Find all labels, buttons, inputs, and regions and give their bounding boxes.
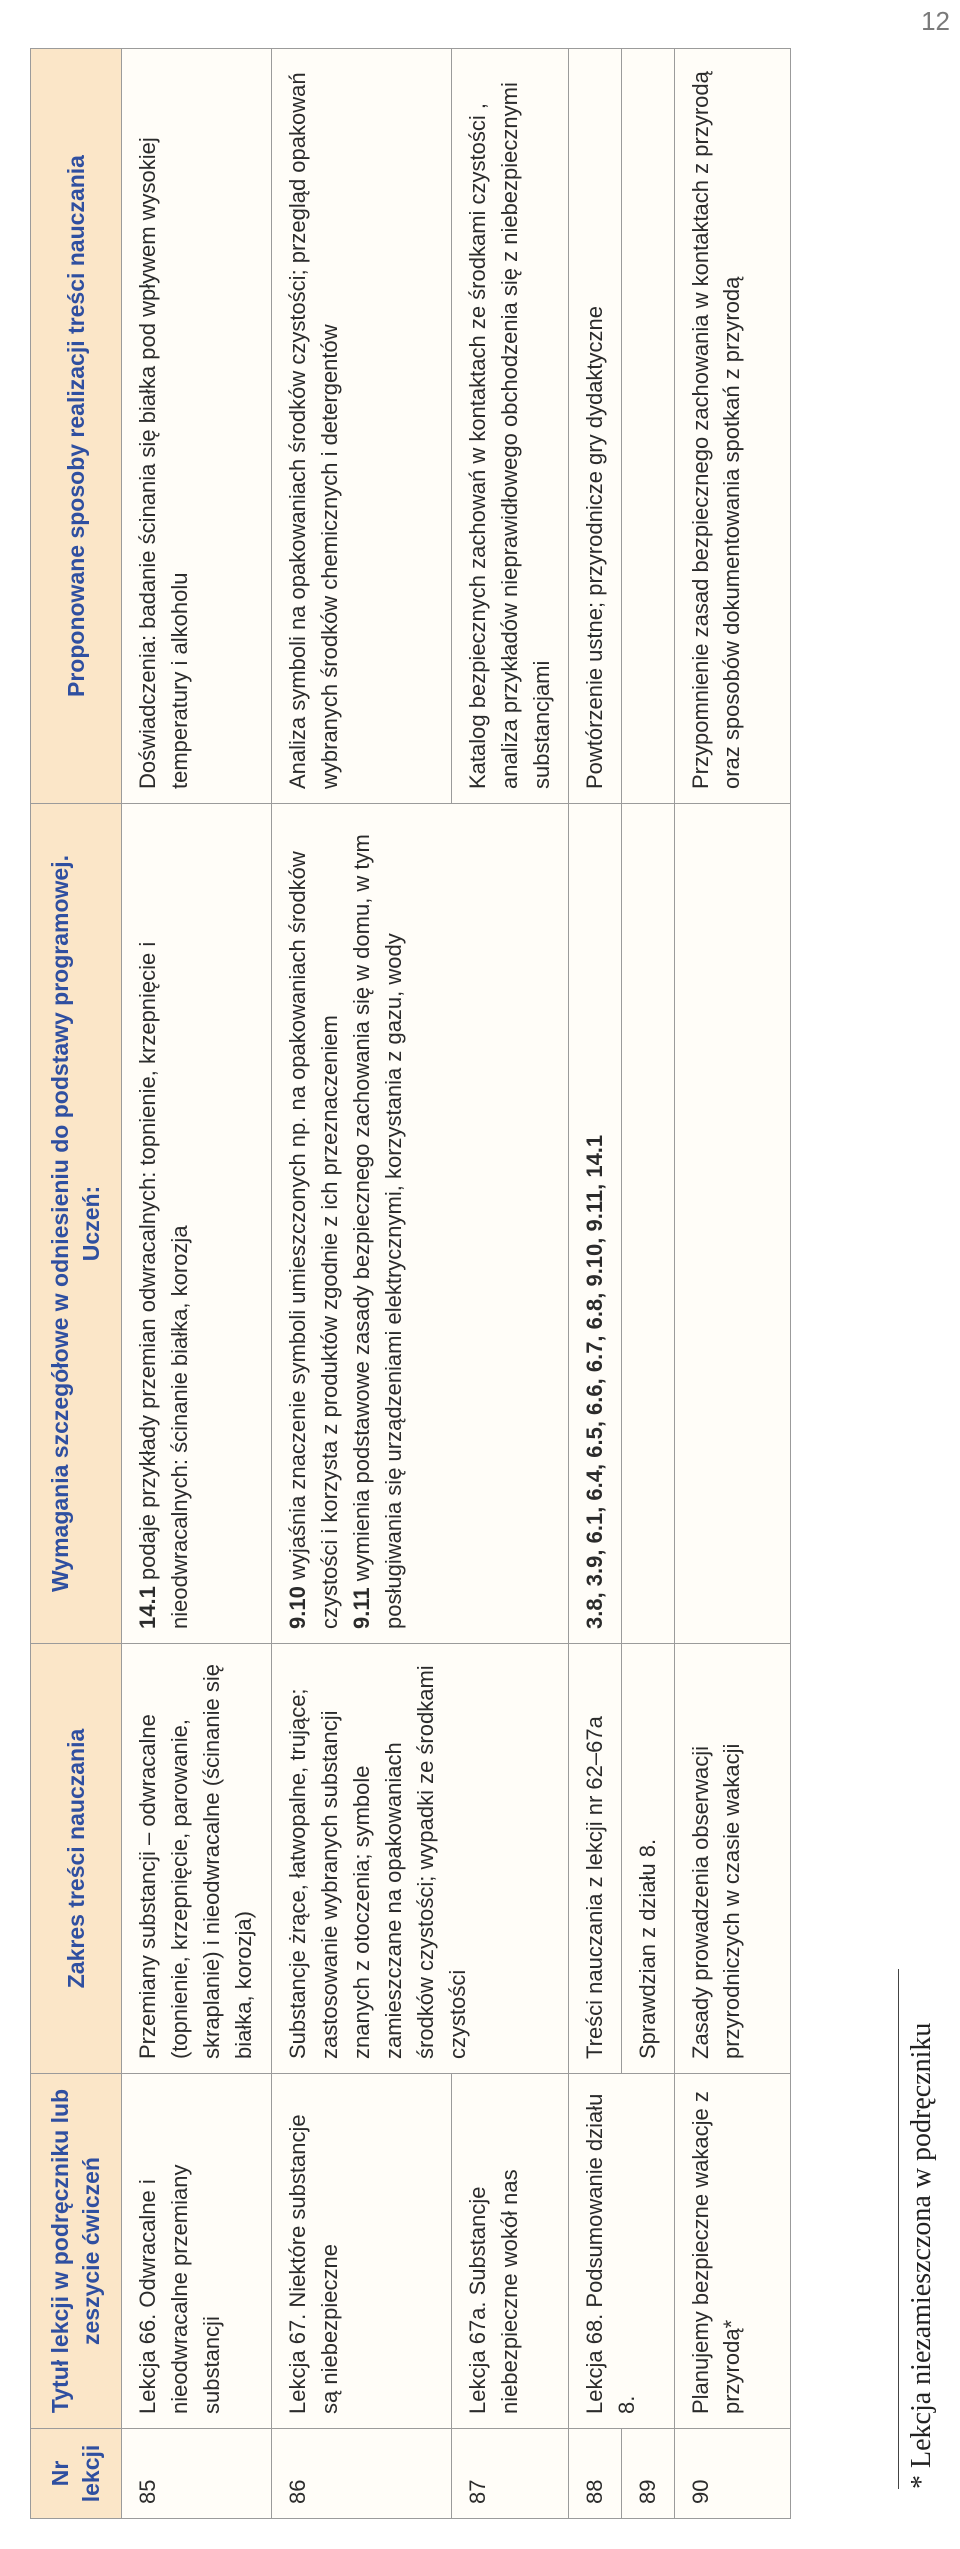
- row-scope: Substancje żrące, łatwopalne, trujące; zastosowanie wybranych substancji znanych z otoczenia; symbole zamieszczane na opakowaniach środków czystości; wypadki ze środkami czystości: [272, 1644, 569, 2074]
- requirement-code: 9.11: [348, 1587, 374, 1629]
- row-title: Lekcja 66. Odwracalne i nieodwracalne przemiany substancji: [122, 2074, 272, 2429]
- header-scope: Zakres treści nauczania: [31, 1644, 122, 2074]
- row-methods: Przypomnienie zasad bezpiecznego zachowania w kontaktach z przyrodą oraz sposobów dokumentowania spotkań z przyrodą: [674, 49, 790, 804]
- row-requirements: [122, 804, 272, 1644]
- table-row: [122, 49, 272, 2519]
- row-methods: Powtórzenie ustne; przyrodnicze gry dydaktyczne: [568, 49, 621, 804]
- row-title: Lekcja 67. Niektóre substancje są niebezpieczne: [272, 2074, 452, 2429]
- row-scope: Treści nauczania z lekcji nr 62–67a: [568, 1644, 621, 2074]
- requirement-text: wymienia podstawowe zasady bezpiecznego zachowania się w domu, w tym posługiwania się urządzeniami elektrycznymi, korzystania z gazu, wody: [348, 834, 406, 1629]
- row-nr: 89: [621, 2429, 674, 2519]
- row-scope: Sprawdzian z działu 8.: [621, 1644, 674, 2074]
- table-row: [272, 49, 452, 2519]
- row-title: Planujemy bezpieczne wakacje z przyrodą*: [674, 2074, 790, 2429]
- requirement-item: [132, 818, 196, 1629]
- row-methods: Doświadczenia: badanie ścinania się białka pod wpływem wysokiej temperatury i alkoholu: [122, 49, 272, 804]
- row-methods: [621, 49, 674, 804]
- page-number: 12: [921, 6, 950, 36]
- row-requirements: [674, 804, 790, 1644]
- requirement-item: [282, 818, 346, 1629]
- header-requirements: Wymagania szczegółowe w odniesieniu do podstawy programowej. Uczeń:: [31, 804, 122, 1644]
- requirement-item: [346, 818, 410, 1629]
- row-title: Lekcja 68. Podsumowanie działu 8.: [568, 2074, 674, 2429]
- curriculum-table: [30, 48, 791, 2519]
- requirement-code: 9.10: [285, 1586, 311, 1629]
- table-row: [568, 49, 621, 2519]
- row-title: Lekcja 67a. Substancje niebezpieczne wokół nas: [452, 2074, 569, 2429]
- table-header-row: [31, 49, 122, 2519]
- row-methods: Analiza symboli na opakowaniach środków czystości; przegląd opakowań wybranych środków chemicznych i detergentów: [272, 49, 452, 804]
- row-requirements: 3.8, 3.9, 6.1, 6.4, 6.5, 6.6, 6.7, 6.8, 9.10, 9.11, 14.1: [568, 804, 621, 1644]
- row-methods: Katalog bezpiecznych zachowań w kontaktach ze środkami czystości , analiza przykładów nieprawidłowego obchodzenia się z niebezpiecznymi substancjami: [452, 49, 569, 804]
- table-row: [674, 49, 790, 2519]
- footnote: * Lekcja niezamieszczona w podręczniku: [906, 2022, 937, 2489]
- row-nr: 86: [272, 2429, 452, 2519]
- requirement-text: podaje przykłady przemian odwracalnych: topnienie, krzepnięcie i nieodwracalnych: ścinanie białka, korozja: [135, 941, 192, 1629]
- requirement-code: 14.1: [135, 1586, 161, 1629]
- row-requirements: [272, 804, 569, 1644]
- header-nr: Nr lekcji: [31, 2429, 122, 2519]
- header-title: Tytuł lekcji w podręczniku lub zeszycie ćwiczeń: [31, 2074, 122, 2429]
- requirement-text: wyjaśnia znaczenie symboli umieszczonych np. na opakowaniach środków czystości i korzysta z produktów zgodnie z ich przeznaczeniem: [285, 851, 342, 1629]
- curriculum-sheet: [30, 49, 910, 2519]
- row-nr: 90: [674, 2429, 790, 2519]
- row-requirements: [621, 804, 674, 1644]
- row-nr: 88: [568, 2429, 621, 2519]
- header-methods: Proponowane sposoby realizacji treści nauczania: [31, 49, 122, 804]
- footnote-divider: [898, 1969, 899, 2489]
- row-nr: 85: [122, 2429, 272, 2519]
- row-scope: Zasady prowadzenia obserwacji przyrodniczych w czasie wakacji: [674, 1644, 790, 2074]
- row-nr: 87: [452, 2429, 569, 2519]
- row-scope: Przemiany substancji – odwracalne (topnienie, krzepnięcie, parowanie, skraplanie) i nieodwracalne (ścinanie się białka, korozja): [122, 1644, 272, 2074]
